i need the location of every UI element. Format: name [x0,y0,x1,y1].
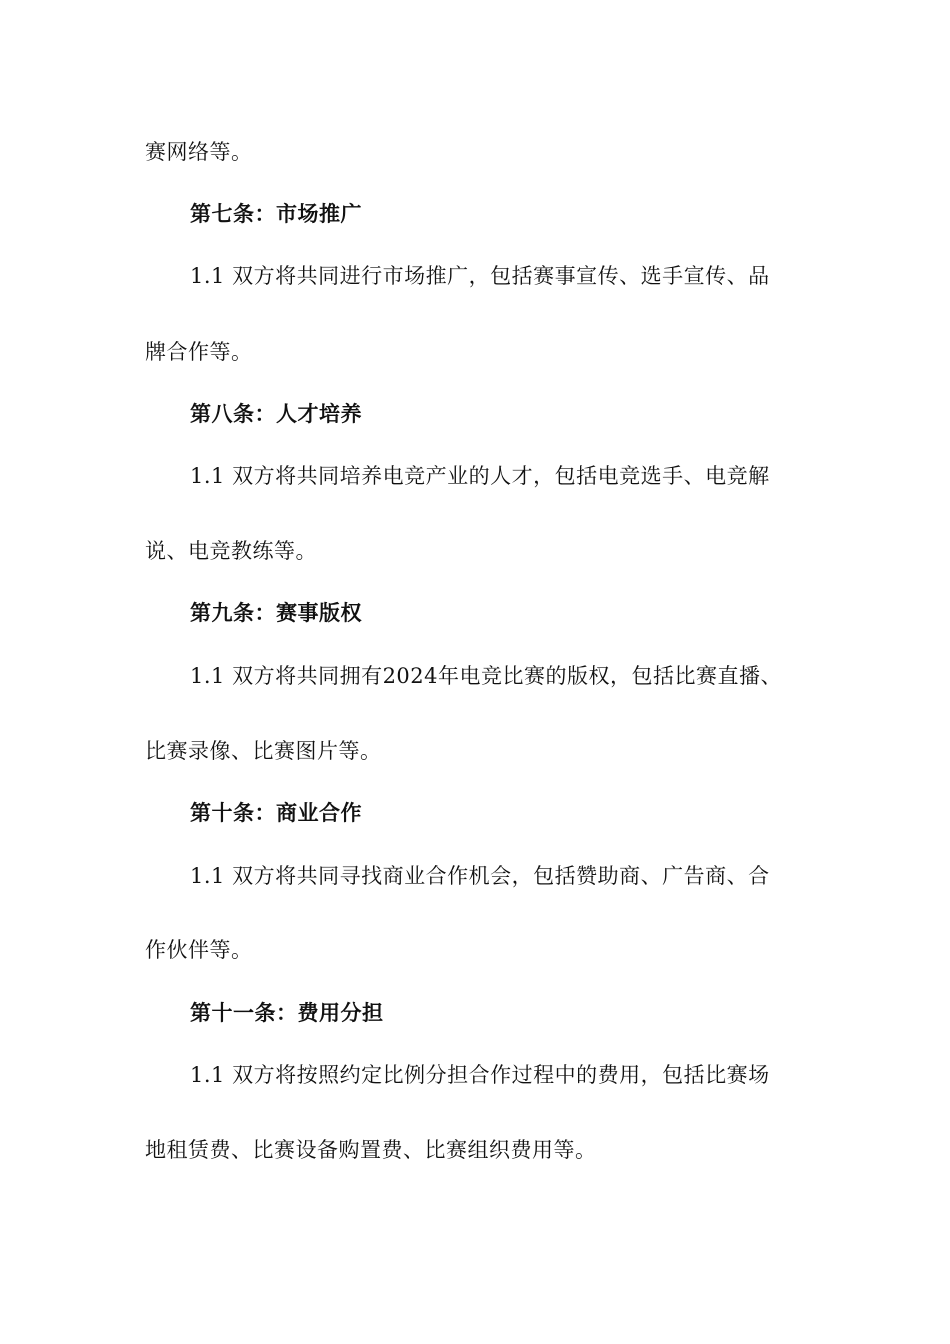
paragraph-continuation: 赛网络等。 [145,140,253,164]
article-7-clause-line-2: 牌合作等。 [145,340,253,364]
article-8-clause-line-1: 1.1 双方将共同培养电竞产业的人才，包括电竞选手、电竞解 [190,464,770,488]
article-9-clause-line-1: 1.1 双方将共同拥有2024年电竞比赛的版权，包括比赛直播、 [190,664,783,688]
article-11-clause-line-2: 地租赁费、比赛设备购置费、比赛组织费用等。 [145,1138,597,1162]
article-8-clause-line-2: 说、电竞教练等。 [145,539,317,563]
article-9-heading: 第九条：赛事版权 [190,600,362,625]
article-7-clause-line-1: 1.1 双方将共同进行市场推广，包括赛事宣传、选手宣传、品 [190,264,770,288]
article-11-clause-line-1: 1.1 双方将按照约定比例分担合作过程中的费用，包括比赛场 [190,1063,770,1087]
article-7-heading: 第七条：市场推广 [190,201,362,226]
article-11-heading: 第十一条：费用分担 [190,1000,384,1025]
article-10-clause-line-2: 作伙伴等。 [145,938,253,962]
article-8-heading: 第八条：人才培养 [190,401,362,426]
article-9-clause-line-2: 比赛录像、比赛图片等。 [145,739,382,763]
article-10-clause-line-1: 1.1 双方将共同寻找商业合作机会，包括赞助商、广告商、合 [190,864,770,888]
article-10-heading: 第十条：商业合作 [190,800,362,825]
